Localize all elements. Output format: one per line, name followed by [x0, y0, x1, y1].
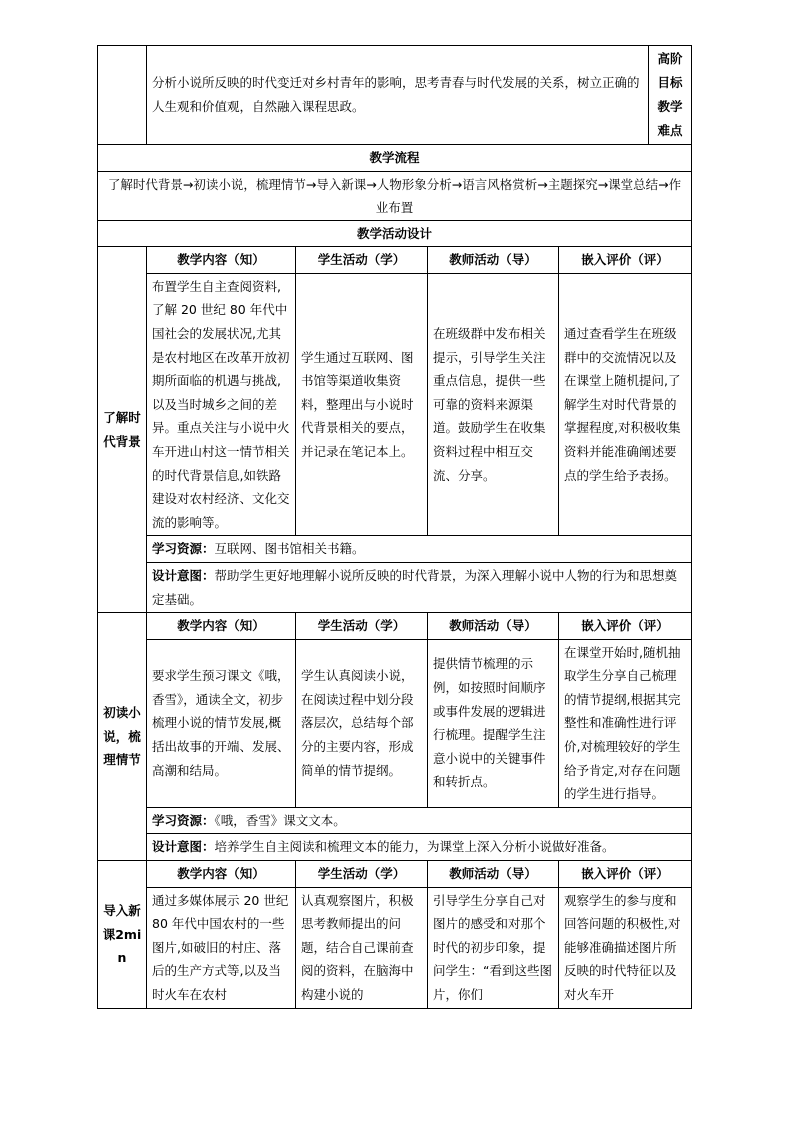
col-teacher-header: 教师活动（导） — [428, 861, 559, 888]
evaluation-cell: 观察学生的参与度和回答问题的积极性,对能够准确描述图片所反映的时代特征以及对火车开 — [559, 887, 692, 1008]
activity-row — [98, 273, 692, 536]
intent-row — [98, 562, 692, 612]
column-header-row — [98, 247, 692, 274]
resource-row — [98, 536, 692, 563]
activity-row — [98, 639, 692, 807]
col-teacher-header: 教师活动（导） — [428, 613, 559, 640]
intent-label: 设计意图： — [152, 839, 215, 855]
resource-cell — [147, 536, 692, 563]
resource-label: 学习资源： — [152, 812, 215, 828]
col-student-header: 学生活动（学） — [296, 613, 428, 640]
intent-text: 培养学生自主阅读和梳理文本的能力，为课堂上深入分析小说做好准备。 — [214, 839, 615, 855]
activity-row — [98, 887, 692, 1008]
lesson-plan-table — [97, 45, 692, 1009]
column-header-row — [98, 861, 692, 888]
teacher-cell: 引导学生分享自己对图片的感受和对那个时代的初步印象，提问学生：“看到这些图片，你们 — [428, 887, 559, 1008]
content-cell: 要求学生预习课文《哦，香雪》，通读全文，初步梳理小说的情节发展,概括出故事的开端、发展、高潮和结局。 — [147, 639, 296, 807]
content-cell: 通过多媒体展示 20 世纪 80 年代中国农村的一些图片,如破旧的村庄、落后的生产方式等,以及当时火车在农村 — [147, 887, 296, 1008]
resource-cell — [147, 807, 692, 834]
col-content-header: 教学内容（知） — [147, 613, 296, 640]
process-title: 教学流程 — [98, 145, 692, 172]
stage-label: 导入新课2min — [98, 861, 147, 1009]
intent-cell — [147, 562, 692, 612]
process-title-row — [98, 145, 692, 172]
student-cell: 认真观察图片，积极思考教师提出的问题，结合自己课前查阅的资料，在脑海中构建小说的 — [296, 887, 428, 1008]
process-flow: 了解时代背景→初读小说，梳理情节→导入新课→人物形象分析→语言风格赏析→主题探究→课堂总结→作业布置 — [98, 171, 692, 220]
resource-text: 《哦，香雪》课文文本。 — [214, 812, 346, 828]
intent-label: 设计意图： — [152, 567, 215, 583]
resource-row — [98, 807, 692, 834]
content-cell: 布置学生自主查阅资料,了解 20 世纪 80 年代中国社会的发展状况,尤其是农村地区在改革开放初期所面临的机遇与挑战,以及当时城乡之间的差异。重点关注与小说中火车开进山村这一情节相关的时代背景信息,如铁路建设对农村经济、文化交流的影响等。 — [147, 273, 296, 536]
resource-label: 学习资源： — [152, 541, 215, 557]
column-header-row — [98, 613, 692, 640]
teacher-cell: 在班级群中发布相关提示，引导学生关注重点信息，提供一些可靠的资料来源渠道。鼓励学生在收集资料过程中相互交流、分享。 — [428, 273, 559, 536]
intent-row — [98, 834, 692, 861]
evaluation-cell: 在课堂开始时,随机抽取学生分享自己梳理的情节提纲,根据其完整性和准确性进行评价,对梳理较好的学生给予肯定,对存在问题的学生进行指导。 — [559, 639, 692, 807]
col-teacher-header: 教师活动（导） — [428, 247, 559, 274]
intent-text: 帮助学生更好地理解小说所反映的时代背景，为深入理解小说中人物的行为和思想奠定基础。 — [152, 567, 678, 607]
design-title-row — [98, 220, 692, 247]
col-student-header: 学生活动（学） — [296, 247, 428, 274]
col-evaluation-header: 嵌入评价（评） — [559, 613, 692, 640]
col-content-header: 教学内容（知） — [147, 861, 296, 888]
resource-text: 互联网、图书馆相关书籍。 — [214, 541, 365, 557]
student-cell: 学生认真阅读小说，在阅读过程中划分段落层次，总结每个部分的主要内容，形成简单的情节提纲。 — [296, 639, 428, 807]
goal-side-label: 高阶目标教学难点 — [649, 46, 692, 145]
evaluation-cell: 通过查看学生在班级群中的交流情况以及在课堂上随机提问,了解学生对时代背景的掌握程度,对积极收集资料并能准确阐述要点的学生给予表扬。 — [559, 273, 692, 536]
col-evaluation-header: 嵌入评价（评） — [559, 861, 692, 888]
student-cell: 学生通过互联网、图书馆等渠道收集资料，整理出与小说时代背景相关的要点，并记录在笔记本上。 — [296, 273, 428, 536]
goal-row — [98, 46, 692, 145]
process-flow-row — [98, 171, 692, 220]
col-content-header: 教学内容（知） — [147, 247, 296, 274]
col-student-header: 学生活动（学） — [296, 861, 428, 888]
design-title: 教学活动设计 — [98, 220, 692, 247]
intent-cell — [147, 834, 692, 861]
col-evaluation-header: 嵌入评价（评） — [559, 247, 692, 274]
teacher-cell: 提供情节梳理的示例，如按照时间顺序或事件发展的逻辑进行梳理。提醒学生注意小说中的关键事件和转折点。 — [428, 639, 559, 807]
goal-empty-cell — [98, 46, 147, 145]
stage-label: 了解时代背景 — [98, 247, 147, 613]
goal-text: 分析小说所反映的时代变迁对乡村青年的影响，思考青春与时代发展的关系，树立正确的人生观和价值观，自然融入课程思政。 — [147, 46, 649, 145]
stage-label: 初读小说，梳理情节 — [98, 613, 147, 861]
